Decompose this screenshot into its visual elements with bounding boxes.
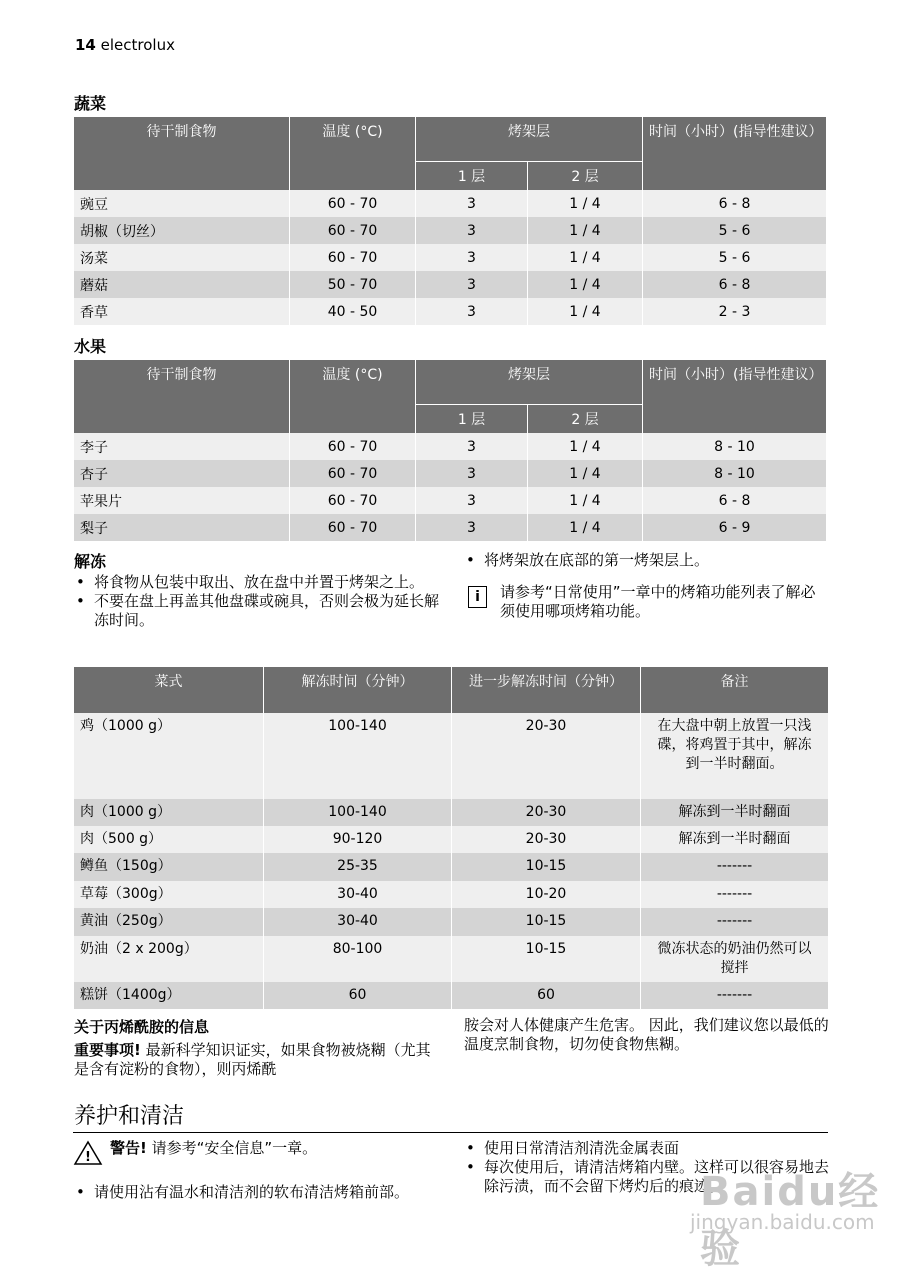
level1-cell: 3: [416, 244, 528, 271]
temp-cell: 60 - 70: [290, 433, 416, 460]
level2-cell: 1 / 4: [528, 487, 643, 514]
defrost-bullets-right: [464, 551, 834, 570]
care-bullet: • 请使用沾有温水和清洁剂的软布清洁烤箱前部。: [74, 1183, 442, 1202]
table-row: [74, 433, 827, 460]
table-row: [74, 799, 829, 826]
care-title: 养护和清洁: [74, 1104, 185, 1129]
defrost-bullet: • 将食物从包装中取出、放在盘中并置于烤架之上。: [74, 573, 442, 592]
table-row: [74, 713, 829, 799]
further-time-cell: 10-15: [452, 853, 641, 881]
table-row: [74, 908, 829, 936]
defrost-bullets: [74, 573, 442, 630]
temp-cell: 60 - 70: [290, 460, 416, 487]
acrylamide-text-left: [74, 1041, 442, 1079]
dish-cell: 鳟鱼（150g）: [74, 853, 264, 881]
time-cell: 6 - 8: [643, 487, 827, 514]
page-header: [75, 36, 175, 54]
header-shelf: 烤架层: [416, 360, 643, 404]
further-time-cell: 10-15: [452, 936, 641, 982]
notes-cell: 解冻到一半时翻面: [641, 826, 829, 853]
level1-cell: 3: [416, 487, 528, 514]
vegetables-table: [73, 117, 827, 325]
table-row: [74, 487, 827, 514]
further-time-cell: 60: [452, 982, 641, 1009]
care-bullets-left: [74, 1183, 442, 1202]
further-time-cell: 20-30: [452, 826, 641, 853]
divider: [73, 1132, 828, 1133]
time-cell: 5 - 6: [643, 217, 827, 244]
food-cell: 蘑菇: [74, 271, 290, 298]
header-time: 时间（小时）(指导性建议）: [643, 360, 827, 433]
further-time-cell: 10-15: [452, 908, 641, 936]
info-text: 请参考“日常使用”一章中的烤箱功能列表了解必须使用哪项烤箱功能。: [500, 583, 816, 620]
page-number: 14: [75, 36, 96, 54]
temp-cell: 60 - 70: [290, 487, 416, 514]
acrylamide-text-right: 胺会对人体健康产生危害。 因此，我们建议您以最低的温度烹制食物，切勿使食物焦糊。: [464, 1016, 829, 1053]
food-cell: 豌豆: [74, 190, 290, 217]
time-cell: 2 - 3: [643, 298, 827, 325]
level1-cell: 3: [416, 190, 528, 217]
acrylamide-title: 关于丙烯酰胺的信息: [74, 1018, 210, 1036]
defrost-time-cell: 60: [264, 982, 452, 1009]
food-cell: 梨子: [74, 514, 290, 541]
defrost-time-cell: 25-35: [264, 853, 452, 881]
dish-cell: 奶油（2 x 200g）: [74, 936, 264, 982]
info-icon: i: [468, 586, 487, 608]
food-cell: 杏子: [74, 460, 290, 487]
food-cell: 苹果片: [74, 487, 290, 514]
care-bullet: • 使用日常清洁剂清洗金属表面: [464, 1139, 832, 1158]
dish-cell: 草莓（300g）: [74, 881, 264, 908]
food-cell: 胡椒（切丝）: [74, 217, 290, 244]
header-level1: 1 层: [416, 404, 528, 433]
header-dish: 菜式: [74, 667, 264, 713]
level2-cell: 1 / 4: [528, 460, 643, 487]
food-cell: 李子: [74, 433, 290, 460]
table-row: [74, 982, 829, 1009]
level1-cell: 3: [416, 514, 528, 541]
dish-cell: 黄油（250g）: [74, 908, 264, 936]
level1-cell: 3: [416, 460, 528, 487]
header-level2: 2 层: [528, 404, 643, 433]
defrost-bullet: • 将烤架放在底部的第一烤架层上。: [464, 551, 834, 570]
notes-cell: -------: [641, 982, 829, 1009]
dish-cell: 糕饼（1400g）: [74, 982, 264, 1009]
table-row: [74, 826, 829, 853]
time-cell: 6 - 8: [643, 190, 827, 217]
header-food: 待干制食物: [74, 117, 290, 190]
defrost-time-cell: 30-40: [264, 908, 452, 936]
header-notes: 备注: [641, 667, 829, 713]
level2-cell: 1 / 4: [528, 298, 643, 325]
level1-cell: 3: [416, 271, 528, 298]
further-time-cell: 20-30: [452, 713, 641, 799]
further-time-cell: 10-20: [452, 881, 641, 908]
dish-cell: 肉（500 g）: [74, 826, 264, 853]
fruits-title: 水果: [74, 337, 107, 356]
svg-text:!: !: [85, 1150, 91, 1165]
level2-cell: 1 / 4: [528, 514, 643, 541]
vegetables-title: 蔬菜: [74, 94, 107, 113]
watermark-logo: Baidu经验: [700, 1169, 881, 1272]
header-time: 时间（小时）(指导性建议）: [643, 117, 827, 190]
level2-cell: 1 / 4: [528, 190, 643, 217]
temp-cell: 40 - 50: [290, 298, 416, 325]
time-cell: 6 - 8: [643, 271, 827, 298]
header-further-time: 进一步解冻时间（分钟）: [452, 667, 641, 713]
acrylamide-text: 最新科学知识证实，如果食物被烧糊（尤其是含有淀粉的食物），则丙烯酰: [74, 1041, 431, 1078]
time-cell: 8 - 10: [643, 460, 827, 487]
header-level1: 1 层: [416, 161, 528, 190]
level2-cell: 1 / 4: [528, 271, 643, 298]
dish-cell: 肉（1000 g）: [74, 799, 264, 826]
table-row: [74, 460, 827, 487]
header-temp: 温度 (°C): [290, 117, 416, 190]
table-row: [74, 217, 827, 244]
notes-cell: -------: [641, 853, 829, 881]
temp-cell: 60 - 70: [290, 514, 416, 541]
further-time-cell: 20-30: [452, 799, 641, 826]
defrost-time-cell: 80-100: [264, 936, 452, 982]
header-food: 待干制食物: [74, 360, 290, 433]
food-cell: 汤菜: [74, 244, 290, 271]
level1-cell: 3: [416, 298, 528, 325]
notes-cell: -------: [641, 881, 829, 908]
table-row: [74, 881, 829, 908]
table-row: [74, 190, 827, 217]
level1-cell: 3: [416, 217, 528, 244]
warning-icon: [73, 1140, 103, 1166]
defrost-time-cell: 30-40: [264, 881, 452, 908]
table-row: [74, 514, 827, 541]
level2-cell: 1 / 4: [528, 433, 643, 460]
table-row: [74, 936, 829, 982]
defrost-bullet: • 不要在盘上再盖其他盘碟或碗具，否则会极为延长解冻时间。: [74, 592, 442, 630]
defrost-time-cell: 90-120: [264, 826, 452, 853]
temp-cell: 50 - 70: [290, 271, 416, 298]
time-cell: 8 - 10: [643, 433, 827, 460]
food-cell: 香草: [74, 298, 290, 325]
time-cell: 5 - 6: [643, 244, 827, 271]
header-temp: 温度 (°C): [290, 360, 416, 433]
temp-cell: 60 - 70: [290, 190, 416, 217]
notes-cell: 解冻到一半时翻面: [641, 799, 829, 826]
defrost-time-cell: 100-140: [264, 799, 452, 826]
header-level2: 2 层: [528, 161, 643, 190]
temp-cell: 60 - 70: [290, 217, 416, 244]
care-bullet: • 每次使用后，请清洁烤箱内壁。这样可以很容易地去除污渍，而不会留下烤灼后的痕迹。: [464, 1158, 832, 1196]
level2-cell: 1 / 4: [528, 217, 643, 244]
table-row: [74, 853, 829, 881]
level2-cell: 1 / 4: [528, 244, 643, 271]
table-row: [74, 298, 827, 325]
dish-cell: 鸡（1000 g）: [74, 713, 264, 799]
watermark-url: jingyan.baidu.com: [690, 1210, 875, 1234]
header-shelf: 烤架层: [416, 117, 643, 161]
defrost-title: 解冻: [74, 552, 107, 571]
defrost-time-cell: 100-140: [264, 713, 452, 799]
warning-text: [110, 1139, 440, 1158]
warning-body: 请参考“安全信息”一章。: [151, 1139, 318, 1157]
warning-lead: 警告!: [110, 1139, 147, 1157]
time-cell: 6 - 9: [643, 514, 827, 541]
fruits-table: [73, 360, 827, 541]
brand-name: electrolux: [100, 36, 175, 54]
temp-cell: 60 - 70: [290, 244, 416, 271]
acrylamide-lead: 重要事项!: [74, 1041, 141, 1059]
table-row: [74, 271, 827, 298]
defrost-table: [73, 667, 829, 1009]
table-row: [74, 244, 827, 271]
notes-cell: 微冻状态的奶油仍然可以搅拌: [641, 936, 829, 982]
notes-cell: -------: [641, 908, 829, 936]
header-defrost-time: 解冻时间（分钟）: [264, 667, 452, 713]
level1-cell: 3: [416, 433, 528, 460]
notes-cell: 在大盘中朝上放置一只浅碟，将鸡置于其中，解冻到一半时翻面。: [641, 713, 829, 799]
